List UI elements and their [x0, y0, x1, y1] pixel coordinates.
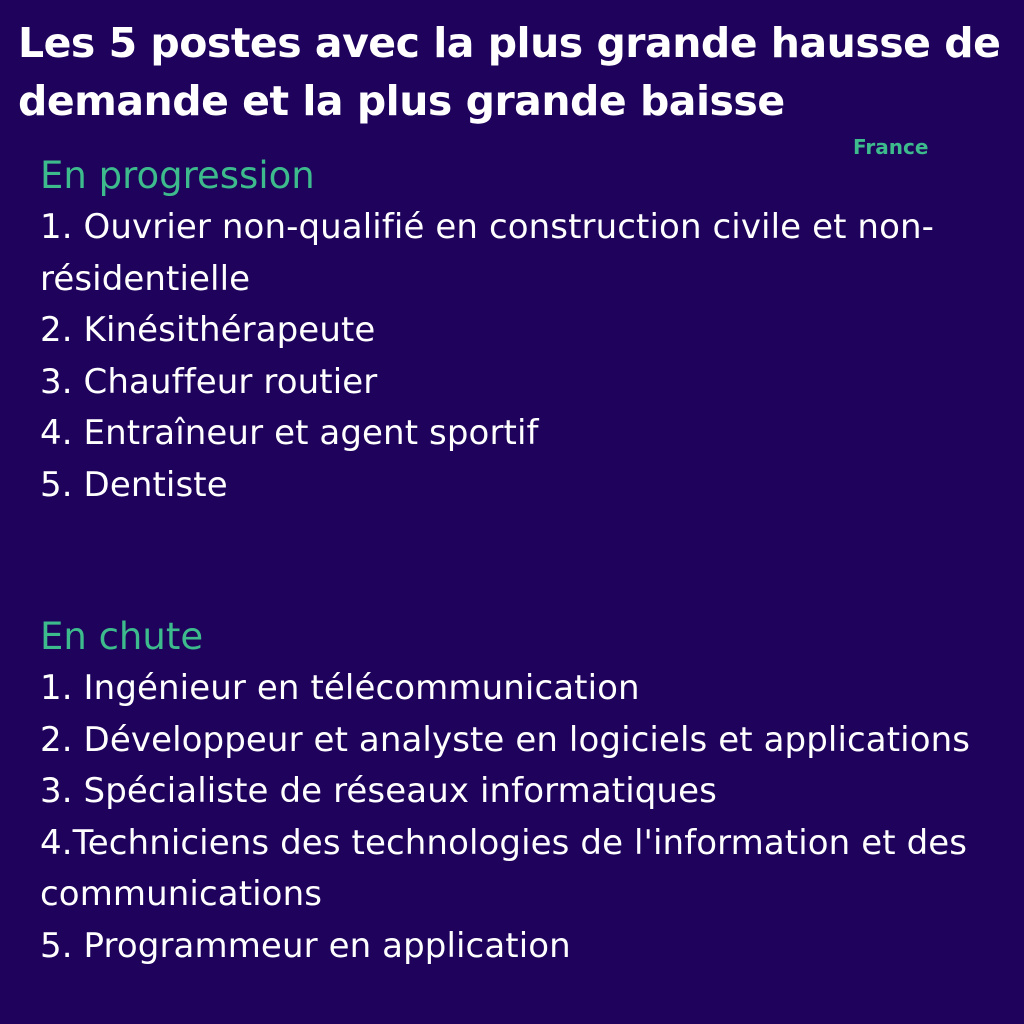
country-label: France: [853, 135, 929, 159]
falling-list: [40, 663, 1010, 972]
list-item: 2. Développeur et analyste en logiciels et applications: [40, 719, 971, 760]
list-item: 4.Techniciens des technologies de l'information et des communications: [40, 822, 968, 914]
list-item: 2. Kinésithérapeute: [40, 310, 376, 350]
falling-heading: En chute: [40, 615, 204, 658]
list-item: 3. Chauffeur routier: [40, 361, 378, 402]
rising-list: [40, 202, 1010, 511]
list-item: 1. Ingénieur en télécommunication: [40, 668, 640, 708]
list-item: 3. Spécialiste de réseaux informatiques: [40, 771, 717, 811]
list-item: 4. Entraîneur et agent sportif: [40, 413, 539, 453]
rising-section: [40, 150, 1010, 511]
falling-section: [40, 611, 1010, 972]
page-title: Les 5 postes avec la plus grande hausse de demande et la plus grande baisse: [18, 19, 1001, 125]
list-item: 1. Ouvrier non-qualifié en construction civile et non-résidentielle: [40, 207, 934, 299]
rising-heading: En progression: [40, 154, 315, 197]
list-item: 5. Programmeur en application: [40, 925, 571, 966]
list-item: 5. Dentiste: [40, 464, 228, 505]
